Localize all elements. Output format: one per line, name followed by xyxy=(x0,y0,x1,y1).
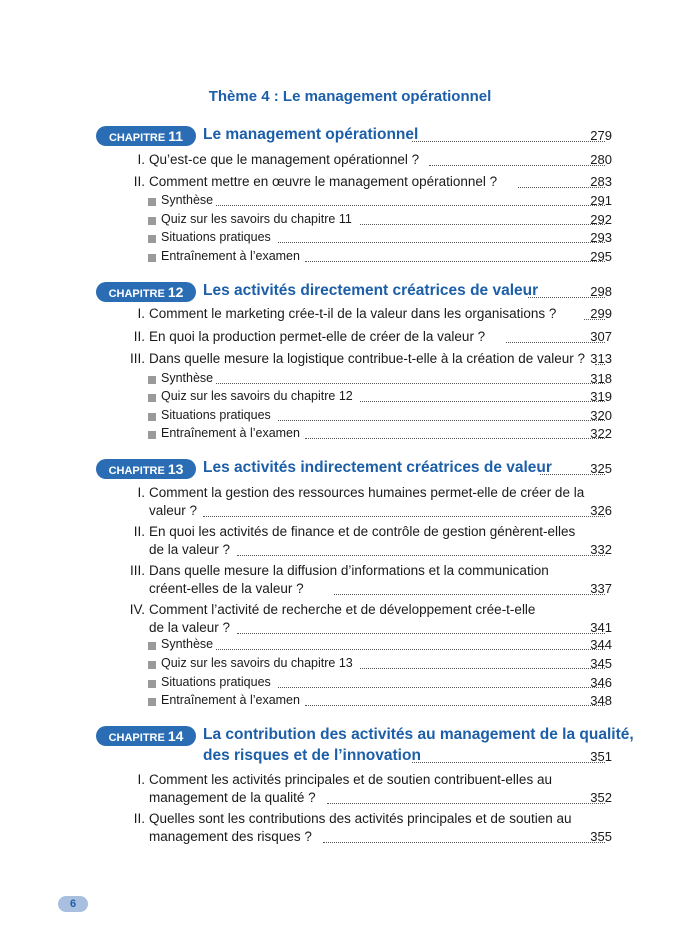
dot-leader xyxy=(305,705,605,706)
page-ref: 344 xyxy=(590,637,612,652)
page-ref: 332 xyxy=(590,542,612,557)
section-number: I. xyxy=(137,772,145,787)
square-bullet-icon xyxy=(148,680,156,688)
dot-leader xyxy=(412,141,605,142)
page-ref: 280 xyxy=(590,152,612,167)
page-ref: 326 xyxy=(590,503,612,518)
dot-leader xyxy=(360,224,605,225)
subentry-title: Synthèse xyxy=(161,193,214,207)
page-ref: 322 xyxy=(590,426,612,441)
dot-leader xyxy=(360,668,605,669)
dot-leader xyxy=(305,438,605,439)
page-ref: 320 xyxy=(590,408,612,423)
toc-entry[interactable] xyxy=(0,811,700,851)
dot-leader xyxy=(278,687,605,688)
dot-leader xyxy=(216,205,605,206)
chapter-badge-number: 14 xyxy=(167,728,184,744)
section-title-line1: Comment la gestion des ressources humaines permet-elle de créer de la xyxy=(149,485,585,500)
section-title-line1: Comment les activités principales et de soutien contribuent-elles au xyxy=(149,772,552,787)
page-ref: 299 xyxy=(590,306,612,321)
subentry-title: Synthèse xyxy=(161,637,214,651)
section-title-line1: Quelles sont les contributions des activités principales et de soutien au xyxy=(149,811,572,826)
subentry-title: Entraînement à l’examen xyxy=(161,693,300,707)
toc-entry[interactable] xyxy=(0,152,700,172)
subentry-title: Synthèse xyxy=(161,371,214,385)
subentry-title: Quiz sur les savoirs du chapitre 11 xyxy=(161,212,352,226)
chapter-14-heading[interactable] xyxy=(0,726,700,770)
page-ref: 307 xyxy=(590,329,612,344)
dot-leader xyxy=(360,401,605,402)
page-ref: 319 xyxy=(590,389,612,404)
section-title: Qu’est-ce que le management opérationnel ? xyxy=(149,152,420,167)
page-ref: 351 xyxy=(590,749,612,764)
section-title-line2: management des risques ? xyxy=(149,829,312,844)
square-bullet-icon xyxy=(148,254,156,262)
chapter-12-heading[interactable] xyxy=(0,282,700,302)
chapter-badge-label: CHAPITRE xyxy=(108,732,165,744)
toc-entry[interactable] xyxy=(0,602,700,642)
section-number: I. xyxy=(137,485,145,500)
chapter-badge-number: 12 xyxy=(167,284,184,300)
page-ref: 293 xyxy=(590,230,612,245)
page-number-badge: 6 xyxy=(58,896,88,912)
square-bullet-icon xyxy=(148,698,156,706)
toc-entry[interactable] xyxy=(0,329,700,349)
dot-leader xyxy=(216,649,605,650)
section-title: Dans quelle mesure la logistique contribue-t-elle à la création de valeur ? xyxy=(149,351,585,366)
page-ref: 292 xyxy=(590,212,612,227)
square-bullet-icon xyxy=(148,642,156,650)
page-ref: 337 xyxy=(590,581,612,596)
section-title-line2: de la valeur ? xyxy=(149,620,231,635)
section-number: II. xyxy=(133,524,145,539)
page-ref: 295 xyxy=(590,249,612,264)
page-ref: 279 xyxy=(590,128,612,143)
square-bullet-icon xyxy=(148,376,156,384)
chapter-title: Les activités indirectement créatrices de valeur xyxy=(203,459,552,476)
chapter-title: Le management opérationnel xyxy=(203,126,419,143)
subentry-title: Quiz sur les savoirs du chapitre 12 xyxy=(161,389,353,403)
toc-subentry[interactable] xyxy=(0,371,700,391)
section-number: III. xyxy=(129,351,145,366)
toc-subentry[interactable] xyxy=(0,408,700,428)
square-bullet-icon xyxy=(148,217,156,225)
section-title-line1: Dans quelle mesure la diffusion d’informations et la communication xyxy=(149,563,549,578)
toc-subentry[interactable] xyxy=(0,426,700,446)
toc-subentry[interactable] xyxy=(0,230,700,250)
chapter-badge-label: CHAPITRE xyxy=(108,465,165,477)
dot-leader xyxy=(216,383,605,384)
chapter-title: Les activités directement créatrices de valeur xyxy=(203,282,539,299)
chapter-badge-number: 13 xyxy=(167,461,184,477)
section-number: II. xyxy=(133,329,145,344)
page-ref: 298 xyxy=(590,284,612,299)
toc-subentry[interactable] xyxy=(0,389,700,409)
dot-leader xyxy=(412,762,605,763)
page-ref: 318 xyxy=(590,371,612,386)
page-ref: 313 xyxy=(590,351,612,366)
section-title: Comment mettre en œuvre le management opérationnel ? xyxy=(149,174,498,189)
section-title-line1: En quoi les activités de finance et de contrôle de gestion génèrent-elles xyxy=(149,524,576,539)
dot-leader xyxy=(429,165,605,166)
square-bullet-icon xyxy=(148,431,156,439)
subentry-title: Situations pratiques xyxy=(161,230,271,244)
dot-leader xyxy=(278,420,605,421)
toc-entry[interactable] xyxy=(0,772,700,812)
dot-leader xyxy=(334,594,605,595)
chapter-badge-label: CHAPITRE xyxy=(108,288,165,300)
toc-entry[interactable] xyxy=(0,174,700,194)
section-number: II. xyxy=(133,174,145,189)
toc-entry[interactable] xyxy=(0,306,700,326)
section-title-line2: management de la qualité ? xyxy=(149,790,316,805)
toc-subentry[interactable] xyxy=(0,656,700,676)
section-title-line1: Comment l’activité de recherche et de développement crée-t-elle xyxy=(149,602,536,617)
chapter-badge xyxy=(96,126,196,146)
section-number: II. xyxy=(133,811,145,826)
square-bullet-icon xyxy=(148,198,156,206)
toc-subentry[interactable] xyxy=(0,212,700,232)
page-ref: 346 xyxy=(590,675,612,690)
toc-subentry[interactable] xyxy=(0,693,700,713)
toc-subentry[interactable] xyxy=(0,193,700,213)
chapter-badge xyxy=(96,459,196,479)
square-bullet-icon xyxy=(148,413,156,421)
dot-leader xyxy=(323,842,605,843)
chapter-11-heading[interactable] xyxy=(0,126,700,146)
page-ref: 345 xyxy=(590,656,612,671)
chapter-badge-number: 11 xyxy=(168,128,184,144)
page-ref: 325 xyxy=(590,461,612,476)
section-title-line2: créent-elles de la valeur ? xyxy=(149,581,304,596)
toc-entry[interactable] xyxy=(0,524,700,564)
subentry-title: Entraînement à l’examen xyxy=(161,249,300,263)
page-ref: 341 xyxy=(590,620,612,635)
toc-entry[interactable] xyxy=(0,485,700,525)
dot-leader xyxy=(237,633,605,634)
subentry-title: Situations pratiques xyxy=(161,675,271,689)
toc-entry[interactable] xyxy=(0,563,700,603)
dot-leader xyxy=(327,803,605,804)
section-number: I. xyxy=(137,152,145,167)
chapter-badge xyxy=(96,726,196,746)
section-number: I. xyxy=(137,306,145,321)
theme-title: Thème 4 : Le management opérationnel xyxy=(208,88,492,105)
section-number: III. xyxy=(129,563,145,578)
section-number: IV. xyxy=(129,602,145,617)
chapter-13-heading[interactable] xyxy=(0,459,700,479)
subentry-title: Quiz sur les savoirs du chapitre 13 xyxy=(161,656,353,670)
toc-subentry[interactable] xyxy=(0,675,700,695)
subentry-title: Entraînement à l’examen xyxy=(161,426,300,440)
chapter-badge-label: CHAPITRE xyxy=(108,132,166,144)
dot-leader xyxy=(203,516,605,517)
section-title-line2: de la valeur ? xyxy=(149,542,231,557)
subentry-title: Situations pratiques xyxy=(161,408,271,422)
chapter-title-line1: La contribution des activités au management de la qualité, xyxy=(203,726,634,743)
page-ref: 352 xyxy=(590,790,612,805)
page-ref: 348 xyxy=(590,693,612,708)
section-title-line2: valeur ? xyxy=(149,503,198,518)
square-bullet-icon xyxy=(148,394,156,402)
section-title: Comment le marketing crée-t-il de la valeur dans les organisations ? xyxy=(149,306,557,321)
dot-leader xyxy=(305,261,605,262)
page-ref: 355 xyxy=(590,829,612,844)
toc-subentry[interactable] xyxy=(0,637,700,657)
section-title: En quoi la production permet-elle de créer de la valeur ? xyxy=(149,329,486,344)
toc-subentry[interactable] xyxy=(0,249,700,269)
chapter-badge xyxy=(96,282,196,302)
square-bullet-icon xyxy=(148,235,156,243)
dot-leader xyxy=(278,242,605,243)
chapter-title-line2: des risques et de l’innovation xyxy=(203,747,421,764)
square-bullet-icon xyxy=(148,661,156,669)
toc-entry[interactable] xyxy=(0,351,700,371)
page-ref: 291 xyxy=(590,193,612,208)
dot-leader xyxy=(237,555,605,556)
page-ref: 283 xyxy=(590,174,612,189)
